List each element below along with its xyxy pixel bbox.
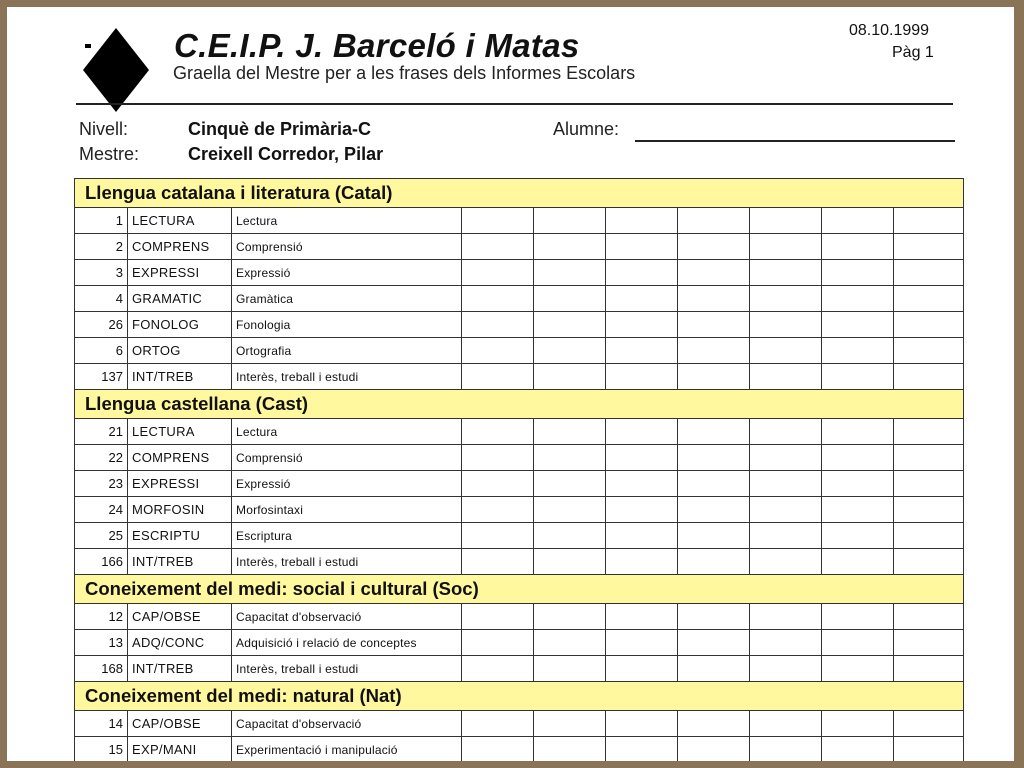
item-number: 6 [75, 338, 128, 364]
item-description: Comprensió [232, 234, 462, 260]
grade-cell [822, 630, 894, 656]
table-row [75, 445, 964, 471]
grade-cell [750, 630, 822, 656]
item-number: 168 [75, 656, 128, 682]
grade-cell [606, 312, 678, 338]
document-subtitle: Graella del Mestre per a les frases dels Informes Escolars [173, 63, 636, 83]
item-description: Interès, treball i estudi [232, 549, 462, 575]
mestre-value: Creixell Corredor, Pilar [188, 144, 384, 164]
grade-cell [606, 737, 678, 762]
table-row [75, 208, 964, 234]
grade-cell [534, 445, 606, 471]
grade-cell [462, 208, 534, 234]
grade-cell [606, 549, 678, 575]
item-number: 25 [75, 523, 128, 549]
grade-cell [678, 549, 750, 575]
table-row [75, 497, 964, 523]
grade-cell [462, 549, 534, 575]
grade-cell [750, 737, 822, 762]
item-description: Expressió [232, 260, 462, 286]
grade-cell [462, 286, 534, 312]
grade-cell [894, 260, 964, 286]
grade-cell [894, 312, 964, 338]
grade-cell [606, 208, 678, 234]
item-number: 12 [75, 604, 128, 630]
grade-cell [822, 523, 894, 549]
grade-cell [462, 523, 534, 549]
grade-cell [606, 523, 678, 549]
item-number: 14 [75, 711, 128, 737]
grade-cell [822, 604, 894, 630]
item-description: Capacitat d'observació [232, 711, 462, 737]
grade-cell [678, 630, 750, 656]
grade-cell [462, 737, 534, 762]
grade-cell [462, 497, 534, 523]
grade-cell [606, 419, 678, 445]
table-row [75, 286, 964, 312]
grade-cell [750, 549, 822, 575]
grade-cell [534, 338, 606, 364]
grade-cell [822, 445, 894, 471]
grade-cell [534, 364, 606, 390]
grade-cell [462, 364, 534, 390]
grade-cell [534, 234, 606, 260]
grade-cell [894, 737, 964, 762]
section-header [75, 179, 964, 208]
section-header [75, 682, 964, 711]
alumne-blank-line [635, 140, 955, 142]
grade-cell [678, 471, 750, 497]
table-row [75, 364, 964, 390]
mestre-label: Mestre: [79, 144, 140, 164]
item-number: 13 [75, 630, 128, 656]
item-code: COMPRENS [128, 234, 232, 260]
grade-cell [534, 312, 606, 338]
grade-cell [822, 364, 894, 390]
grade-cell [822, 260, 894, 286]
item-description: Lectura [232, 208, 462, 234]
grade-cell [750, 338, 822, 364]
grade-cell [822, 549, 894, 575]
table-row [75, 711, 964, 737]
table-row [75, 260, 964, 286]
section-title: Llengua castellana (Cast) [75, 390, 964, 419]
table-row [75, 737, 964, 762]
grade-cell [606, 286, 678, 312]
item-number: 4 [75, 286, 128, 312]
grade-cell [678, 656, 750, 682]
grade-cell [462, 312, 534, 338]
grade-cell [534, 208, 606, 234]
grade-cell [894, 445, 964, 471]
section-title: Coneixement del medi: social i cultural (Soc) [75, 575, 964, 604]
grade-cell [750, 711, 822, 737]
grade-cell [894, 549, 964, 575]
item-code: CAP/OBSE [128, 604, 232, 630]
grade-cell [822, 737, 894, 762]
grade-cell [462, 338, 534, 364]
grade-cell [894, 711, 964, 737]
grades-grid [74, 178, 964, 761]
item-code: LECTURA [128, 419, 232, 445]
grade-cell [678, 260, 750, 286]
report-page [7, 7, 1014, 761]
item-description: Adquisició i relació de conceptes [232, 630, 462, 656]
header-divider [76, 103, 953, 105]
grade-cell [894, 497, 964, 523]
grade-cell [678, 711, 750, 737]
grade-cell [606, 260, 678, 286]
grade-cell [534, 523, 606, 549]
item-description: Lectura [232, 419, 462, 445]
grade-cell [894, 630, 964, 656]
item-code: ADQ/CONC [128, 630, 232, 656]
item-number: 21 [75, 419, 128, 445]
grade-cell [750, 497, 822, 523]
grade-cell [534, 737, 606, 762]
item-description: Morfosintaxi [232, 497, 462, 523]
item-number: 3 [75, 260, 128, 286]
grade-cell [750, 312, 822, 338]
item-code: ESCRIPTU [128, 523, 232, 549]
table-row [75, 338, 964, 364]
grade-cell [606, 445, 678, 471]
grade-cell [750, 656, 822, 682]
grade-cell [678, 364, 750, 390]
item-description: Experimentació i manipulació [232, 737, 462, 762]
grade-cell [534, 549, 606, 575]
grade-cell [606, 711, 678, 737]
page-number: Pàg 1 [892, 44, 934, 61]
item-number: 2 [75, 234, 128, 260]
grade-cell [678, 419, 750, 445]
grade-cell [822, 656, 894, 682]
grade-cell [678, 338, 750, 364]
grade-cell [750, 419, 822, 445]
grade-cell [822, 497, 894, 523]
grade-cell [750, 471, 822, 497]
item-number: 166 [75, 549, 128, 575]
table-row [75, 604, 964, 630]
grade-cell [606, 497, 678, 523]
item-number: 24 [75, 497, 128, 523]
grade-cell [822, 312, 894, 338]
section-header [75, 390, 964, 419]
grade-cell [534, 497, 606, 523]
grade-cell [606, 656, 678, 682]
item-description: Interès, treball i estudi [232, 364, 462, 390]
school-name: C.E.I.P. J. Barceló i Matas [174, 27, 580, 64]
grade-cell [894, 208, 964, 234]
grade-cell [822, 208, 894, 234]
grade-cell [822, 471, 894, 497]
grade-cell [822, 286, 894, 312]
item-description: Gramàtica [232, 286, 462, 312]
item-number: 1 [75, 208, 128, 234]
alumne-label: Alumne: [553, 119, 620, 139]
grade-cell [894, 338, 964, 364]
grade-cell [534, 286, 606, 312]
item-description: Expressió [232, 471, 462, 497]
item-description: Interès, treball i estudi [232, 656, 462, 682]
nivell-label: Nivell: [79, 119, 129, 139]
grade-cell [750, 208, 822, 234]
grade-cell [606, 338, 678, 364]
grade-cell [822, 338, 894, 364]
grade-cell [462, 656, 534, 682]
grade-cell [678, 312, 750, 338]
item-description: Fonologia [232, 312, 462, 338]
item-number: 22 [75, 445, 128, 471]
grade-cell [606, 604, 678, 630]
item-number: 26 [75, 312, 128, 338]
grade-cell [894, 604, 964, 630]
grade-cell [534, 604, 606, 630]
item-number: 23 [75, 471, 128, 497]
table-row [75, 234, 964, 260]
item-code: EXPRESSI [128, 471, 232, 497]
item-code: INT/TREB [128, 656, 232, 682]
grade-cell [534, 471, 606, 497]
section-title: Coneixement del medi: natural (Nat) [75, 682, 964, 711]
grade-cell [534, 711, 606, 737]
table-row [75, 523, 964, 549]
grade-cell [750, 445, 822, 471]
grade-cell [750, 286, 822, 312]
grade-cell [894, 523, 964, 549]
grade-cell [822, 234, 894, 260]
grade-cell [606, 471, 678, 497]
grade-cell [678, 445, 750, 471]
grade-cell [534, 260, 606, 286]
grade-cell [678, 234, 750, 260]
grade-cell [462, 630, 534, 656]
grade-cell [894, 656, 964, 682]
item-code: CAP/OBSE [128, 711, 232, 737]
grade-cell [462, 445, 534, 471]
grade-cell [894, 471, 964, 497]
section-header [75, 575, 964, 604]
grade-cell [678, 208, 750, 234]
grade-cell [606, 630, 678, 656]
table-row [75, 630, 964, 656]
item-number: 15 [75, 737, 128, 762]
nivell-value: Cinquè de Primària-C [188, 119, 372, 139]
grade-cell [678, 286, 750, 312]
item-code: INT/TREB [128, 364, 232, 390]
grade-cell [462, 419, 534, 445]
document-date: 08.10.1999 [849, 22, 930, 39]
section-title: Llengua catalana i literatura (Catal) [75, 179, 964, 208]
item-code: EXP/MANI [128, 737, 232, 762]
grade-cell [678, 497, 750, 523]
grade-cell [534, 656, 606, 682]
grade-cell [750, 523, 822, 549]
grade-cell [462, 260, 534, 286]
grade-cell [750, 364, 822, 390]
table-row [75, 312, 964, 338]
grade-cell [894, 234, 964, 260]
grade-cell [534, 630, 606, 656]
grade-cell [822, 419, 894, 445]
grade-cell [534, 419, 606, 445]
item-code: COMPRENS [128, 445, 232, 471]
item-code: MORFOSIN [128, 497, 232, 523]
grade-cell [606, 234, 678, 260]
grade-cell [750, 260, 822, 286]
item-code: INT/TREB [128, 549, 232, 575]
item-code: LECTURA [128, 208, 232, 234]
grade-cell [678, 737, 750, 762]
grade-cell [894, 419, 964, 445]
item-code: GRAMATIC [128, 286, 232, 312]
grade-cell [462, 471, 534, 497]
item-number: 137 [75, 364, 128, 390]
table-row [75, 471, 964, 497]
item-code: ORTOG [128, 338, 232, 364]
grade-cell [462, 234, 534, 260]
grade-cell [750, 604, 822, 630]
grade-cell [822, 711, 894, 737]
grade-cell [462, 604, 534, 630]
table-row [75, 549, 964, 575]
item-code: FONOLOG [128, 312, 232, 338]
table-row [75, 419, 964, 445]
item-description: Capacitat d'observació [232, 604, 462, 630]
grade-cell [678, 604, 750, 630]
grade-cell [750, 234, 822, 260]
item-description: Comprensió [232, 445, 462, 471]
grade-cell [606, 364, 678, 390]
grade-cell [678, 523, 750, 549]
item-code: EXPRESSI [128, 260, 232, 286]
grade-cell [894, 364, 964, 390]
grade-cell [894, 286, 964, 312]
grade-cell [462, 711, 534, 737]
item-description: Ortografia [232, 338, 462, 364]
table-row [75, 656, 964, 682]
item-description: Escriptura [232, 523, 462, 549]
